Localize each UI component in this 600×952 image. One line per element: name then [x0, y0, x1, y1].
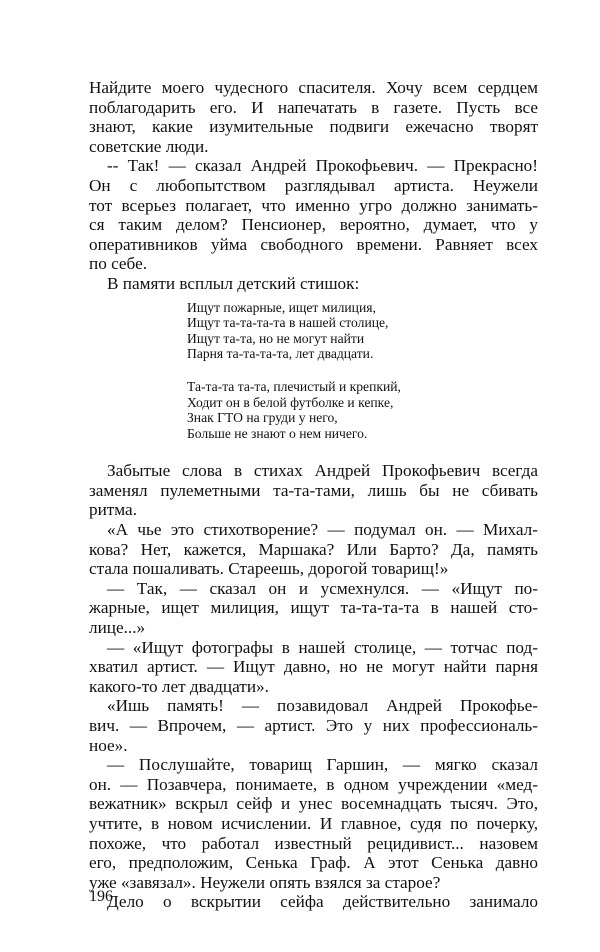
poem-block — [187, 300, 447, 442]
poem-line: Парня та-та-та-та, лет двадцати. — [187, 346, 374, 362]
text-line: стала пошаливать. Стареешь, дорогой товарищ!» — [89, 559, 449, 579]
text-line: заменял пулеметными та-та-тами, лишь бы не сбивать — [89, 480, 538, 500]
text-line: -- Так! — сказал Андрей Прокофьевич. — Прекрасно! — [107, 156, 538, 176]
text-line: — «Ищут фотографы в нашей столице, — тотчас под- — [107, 637, 538, 657]
text-line: ритма. — [89, 500, 137, 520]
text-line: вежатник» вскрыл сейф и унес восемнадцать тысяч. Это, — [89, 794, 538, 814]
poem-line: Знак ГТО на груди у него, — [187, 410, 338, 426]
text-line: лице...» — [89, 618, 146, 638]
poem-line: Ищут та-та, но не могут найти — [187, 330, 365, 346]
text-line: Дело о вскрытии сейфа действительно занимало — [107, 892, 538, 912]
text-line: В памяти всплыл детский стишок: — [107, 273, 360, 293]
text-line: — Послушайте, товарищ Гаршин, — мягко сказал — [107, 755, 538, 775]
text-line: ное». — [89, 735, 128, 755]
text-line: Найдите моего чудесного спасителя. Хочу всем сердцем — [89, 78, 538, 97]
text-line: поблагодарить его. И напечатать в газете. Пусть все — [89, 97, 538, 117]
text-line: вич. — Впрочем, — артист. Это у них профессиональ- — [89, 716, 538, 735]
text-line: жарные, ищет милиция, ищут та-та-та-та в нашей сто- — [89, 598, 538, 618]
text-line: его, предположим, Сенька Граф. А этот Сенька давно — [89, 853, 538, 873]
poem-line: Ищут та-та-та-та в нашей столице, — [187, 315, 389, 331]
text-line: какого-то лет двадцати». — [89, 676, 269, 696]
text-line: тот всерьез полагает, что именно угро должно занимать- — [89, 195, 538, 215]
text-line: — Так, — сказал он и усмехнулся. — «Ищут по- — [107, 578, 538, 598]
book-page-text — [89, 78, 538, 912]
poem-line: Ходит он в белой футболке и кепке, — [187, 394, 394, 410]
poem-line: Ищут пожарные, ищет милиция, — [187, 299, 376, 315]
text-line: похоже, что работал известный рецидивист... назовем — [89, 833, 538, 853]
poem-line: Та-та-та та-та, плечистый и крепкий, — [187, 378, 401, 394]
text-line: советские люди. — [89, 136, 209, 156]
text-line: он. — Позавчера, понимаете, в одном учреждении «мед- — [89, 774, 538, 794]
prose-block-top — [89, 78, 538, 294]
text-line: уже «завязал». Неужели опять взялся за старое? — [89, 872, 441, 892]
poem-line: Больше не знают о нем ничего. — [187, 425, 368, 441]
text-line: учтите, в новом исчислении. И главное, судя по почерку, — [89, 813, 538, 833]
prose-block-bottom — [89, 461, 538, 912]
text-line: Забытые слова в стихах Андрей Прокофьевич всегда — [107, 461, 538, 481]
text-line: Он с любопытством разглядывал артиста. Неужели — [89, 175, 538, 195]
text-line: оперативников уйма свободного времени. Равняет всех — [89, 234, 538, 254]
page-number: 196 — [89, 888, 113, 905]
text-line: кова? Нет, кажется, Маршака? Или Барто? Да, память — [89, 539, 538, 559]
text-line: хватил артист. — Ищут давно, но не могут найти парня — [89, 657, 538, 677]
text-line: знают, какие изумительные подвиги ежечасно творят — [89, 117, 538, 137]
text-line: по себе. — [89, 254, 147, 274]
text-line: «А чье это стихотворение? — подумал он. — Михал- — [107, 520, 538, 540]
text-line: «Ишь память! — позавидовал Андрей Прокофье- — [107, 696, 538, 716]
text-line: ся таким делом? Пенсионер, вероятно, думает, что у — [89, 215, 538, 235]
